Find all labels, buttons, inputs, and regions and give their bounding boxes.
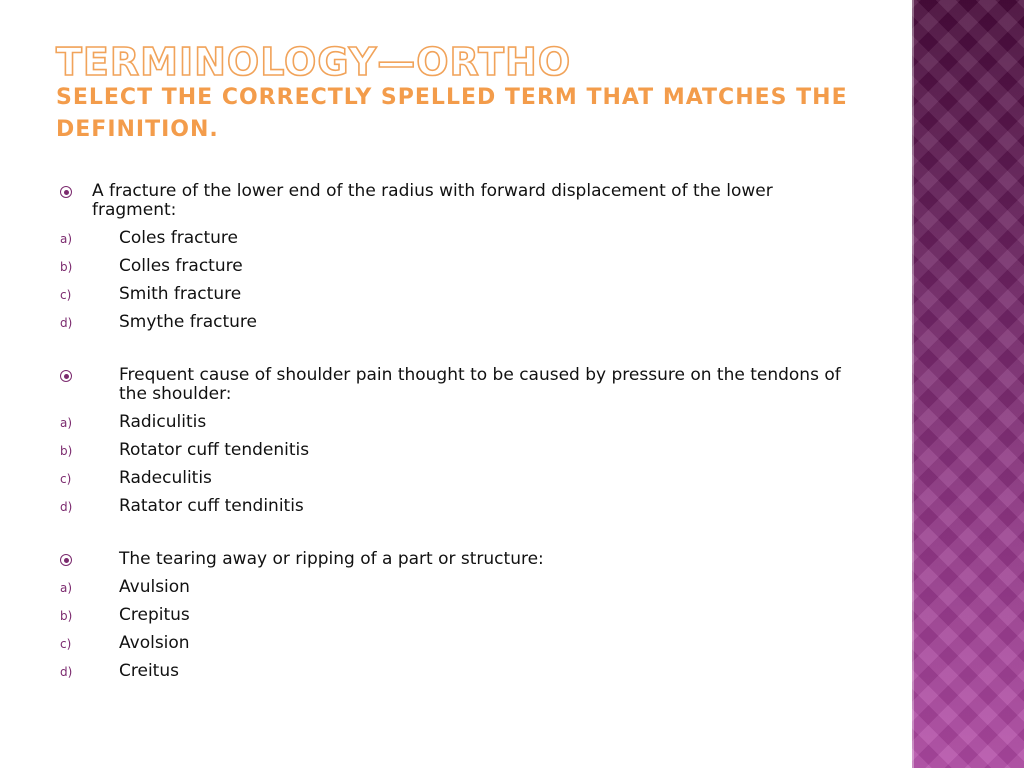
circle-dot-icon (60, 554, 72, 566)
circle-dot-icon (60, 370, 72, 382)
question-prompt: A fracture of the lower end of the radius with forward displacement of the lower fragment: (92, 181, 773, 220)
option-letter: c) (60, 637, 72, 651)
option-text: Colles fracture (119, 256, 243, 276)
answer-option[interactable] (60, 412, 860, 440)
option-letter: b) (60, 260, 73, 274)
option-letter: d) (60, 316, 73, 330)
option-letter: b) (60, 444, 73, 458)
answer-option[interactable] (60, 577, 860, 605)
question-1 (60, 182, 860, 340)
question-prompt-row (60, 550, 860, 569)
option-text: Ratator cuff tendinitis (119, 496, 304, 516)
option-text: Smythe fracture (119, 312, 257, 332)
question-list (60, 182, 860, 715)
option-text: Coles fracture (119, 228, 238, 248)
option-text: Avolsion (119, 633, 190, 653)
option-text: Smith fracture (119, 284, 242, 304)
decorative-side-panel (912, 0, 1024, 768)
option-text: Creitus (119, 661, 179, 681)
option-letter: b) (60, 609, 73, 623)
question-prompt-row (60, 182, 860, 220)
answer-option[interactable] (60, 284, 860, 312)
option-letter: a) (60, 232, 73, 246)
option-text: Crepitus (119, 605, 190, 625)
answer-option[interactable] (60, 468, 860, 496)
answer-option[interactable] (60, 440, 860, 468)
answer-option[interactable] (60, 312, 860, 340)
question-prompt: The tearing away or ripping of a part or structure: (119, 549, 544, 569)
answer-option[interactable] (60, 633, 860, 661)
answer-option[interactable] (60, 661, 860, 689)
option-text: Rotator cuff tendenitis (119, 440, 310, 460)
answer-option[interactable] (60, 605, 860, 633)
question-3 (60, 550, 860, 689)
option-letter: c) (60, 472, 72, 486)
option-letter: d) (60, 665, 73, 679)
question-2 (60, 366, 860, 524)
option-text: Radiculitis (119, 412, 207, 432)
answer-option[interactable] (60, 228, 860, 256)
option-letter: a) (60, 416, 73, 430)
title-block (56, 40, 876, 146)
option-text: Radeculitis (119, 468, 212, 488)
answer-option[interactable] (60, 256, 860, 284)
slide-title: TERMINOLOGY—ORTHO (56, 40, 572, 84)
circle-dot-icon (60, 186, 72, 198)
question-prompt: Frequent cause of shoulder pain thought to be caused by pressure on the tendons of the shoulder: (119, 365, 841, 404)
slide-subtitle: SELECT THE CORRECTLY SPELLED TERM THAT MATCHES THE DEFINITION. (56, 85, 848, 142)
option-letter: a) (60, 581, 73, 595)
option-letter: c) (60, 288, 72, 302)
question-prompt-row (60, 366, 860, 404)
option-text: Avulsion (119, 577, 190, 597)
answer-option[interactable] (60, 496, 860, 524)
option-letter: d) (60, 500, 73, 514)
